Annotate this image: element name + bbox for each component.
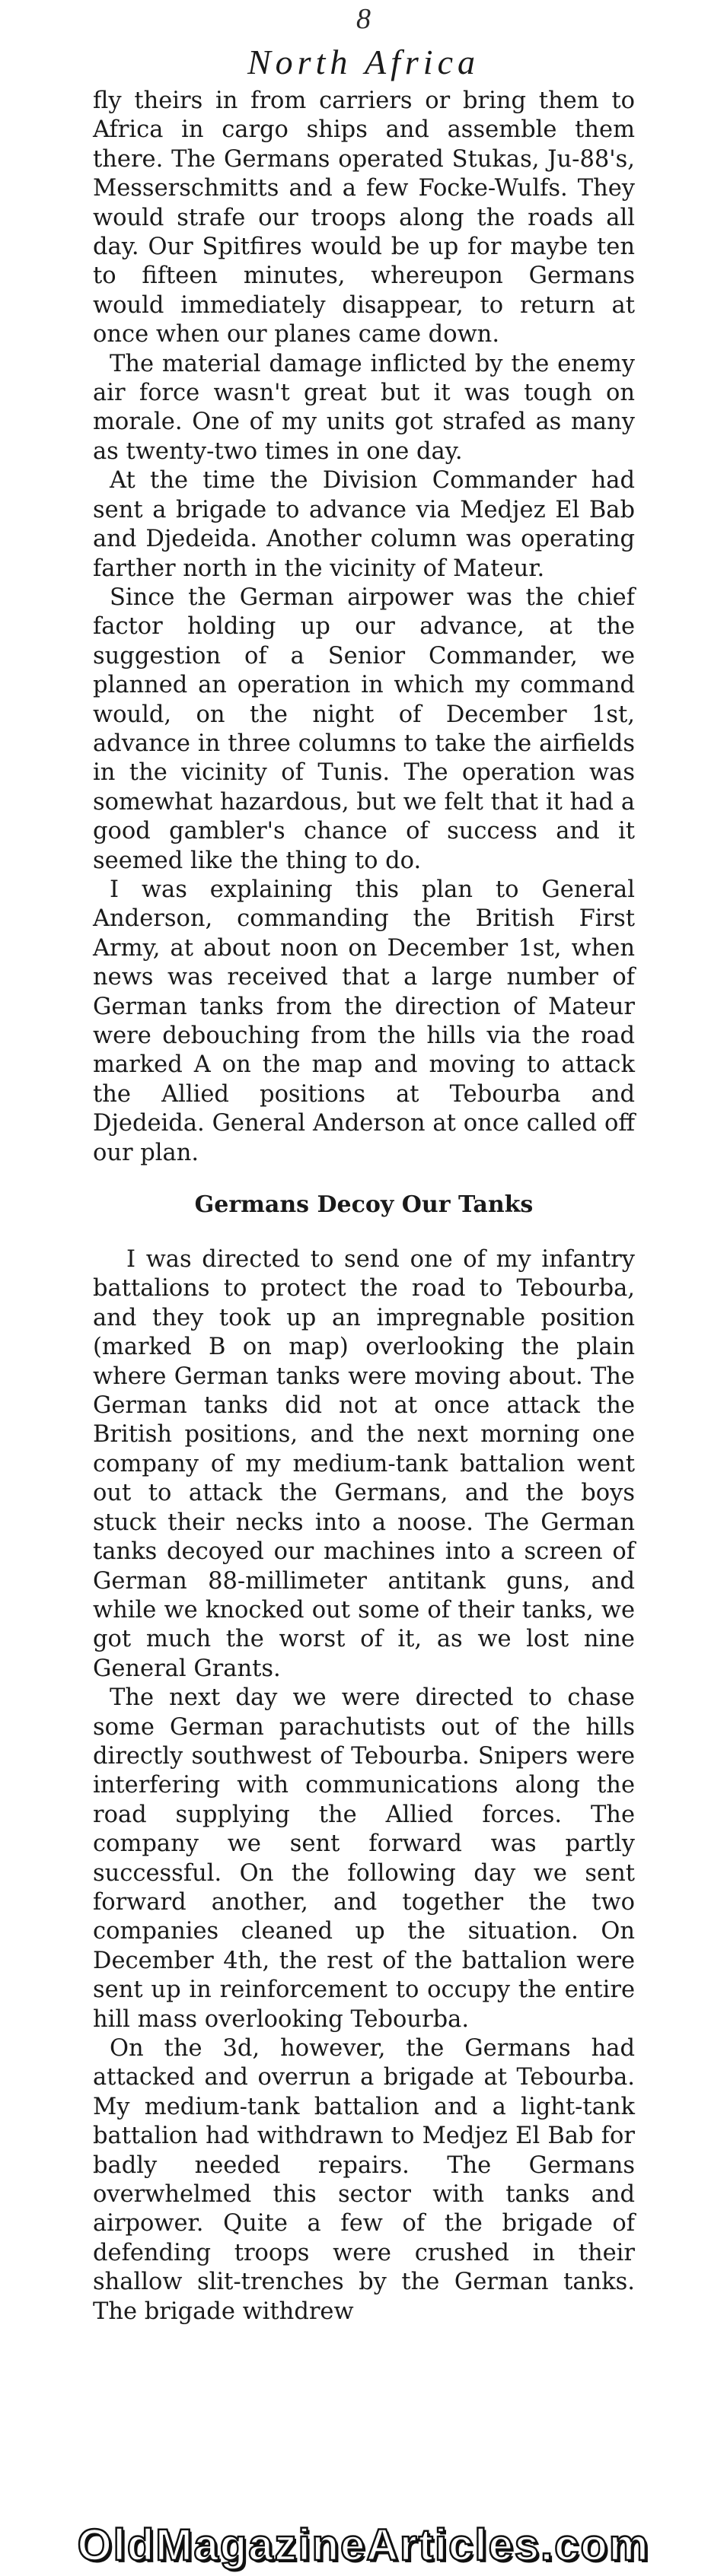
article-paragraph: Since the German airpower was the chief factor holding up our advance, at the suggestion of a Senior Commander, we planned an operation in which my command would, on the night of December 1st, advance in three columns to take the airfields in the vicinity of Tunis. The operation was somewhat hazardous, but we felt that it had a good gambler's chance of success and it seemed like the thing to do.	[93, 584, 635, 874]
article-paragraph: fly theirs in from carriers or bring them to Africa in cargo ships and assemble them there. The Germans operated Stukas, Ju-88's, Messerschmitts and a few Focke-Wulfs. They would strafe our troops along the roads all day. Our Spitfires would be up for maybe ten to fifteen minutes, whereupon Germans would immediately disappear, to return at once when our planes came down.	[93, 87, 635, 348]
article-column	[93, 87, 635, 2326]
page-number: 8	[356, 3, 371, 35]
section-title: North Africa	[247, 43, 480, 81]
article-paragraph: On the 3d, however, the Germans had attacked and overrun a brigade at Tebourba. My medium-tank battalion and a light-tank battalion had withdrawn to Medjez El Bab for badly needed repairs. The Germans overwhelmed this sector with tanks and airpower. Quite a few of the brigade of defending troops were crushed in their shallow slit-trenches by the German tanks. The brigade withdrew	[93, 2035, 635, 2325]
article-paragraph: The next day we were directed to chase some German parachutists out of the hills directly southwest of Tebourba. Snipers were interfering with communications along the road supplying the Allied forces. The company we sent forward was partly successful. On the following day we sent forward another, and together the two companies cleaned up the situation. On December 4th, the rest of the battalion were sent up in reinforcement to occupy the entire hill mass overlooking Tebourba.	[93, 1684, 635, 2033]
subheading: Germans Decoy Our Tanks	[194, 1191, 534, 1219]
article-paragraph: I was explaining this plan to General Anderson, commanding the British First Army, at about noon on December 1st, when news was received that a large number of German tanks from the direction of Mateur were debouching from the hills via the road marked A on the map and moving to attack the Allied positions at Tebourba and Djedeida. General Anderson at once called off our plan.	[93, 876, 635, 1166]
site-watermark: OldMagazineArticles.com	[77, 2520, 650, 2570]
article-paragraph: At the time the Division Commander had sent a brigade to advance via Medjez El Bab and Djedeida. Another column was operating farther north in the vicinity of Mateur.	[93, 467, 635, 582]
article-paragraph: I was directed to send one of my infantry battalions to protect the road to Tebourba, and they took up an impregnable position (marked B on map) overlooking the plain where German tanks were moving about. The German tanks did not at once attack the British positions, and the next morning one company of my medium-tank battalion went out to attack the Germans, and the boys stuck their necks into a noose. The German tanks decoyed our machines into a screen of German 88-millimeter antitank guns, and while we knocked out some of their tanks, we got much the worst of it, as we lost nine General Grants.	[93, 1246, 635, 1682]
article-paragraph: The material damage inflicted by the enemy air force wasn't great but it was tough on morale. One of my units got strafed as many as twenty-two times in one day.	[93, 350, 635, 465]
